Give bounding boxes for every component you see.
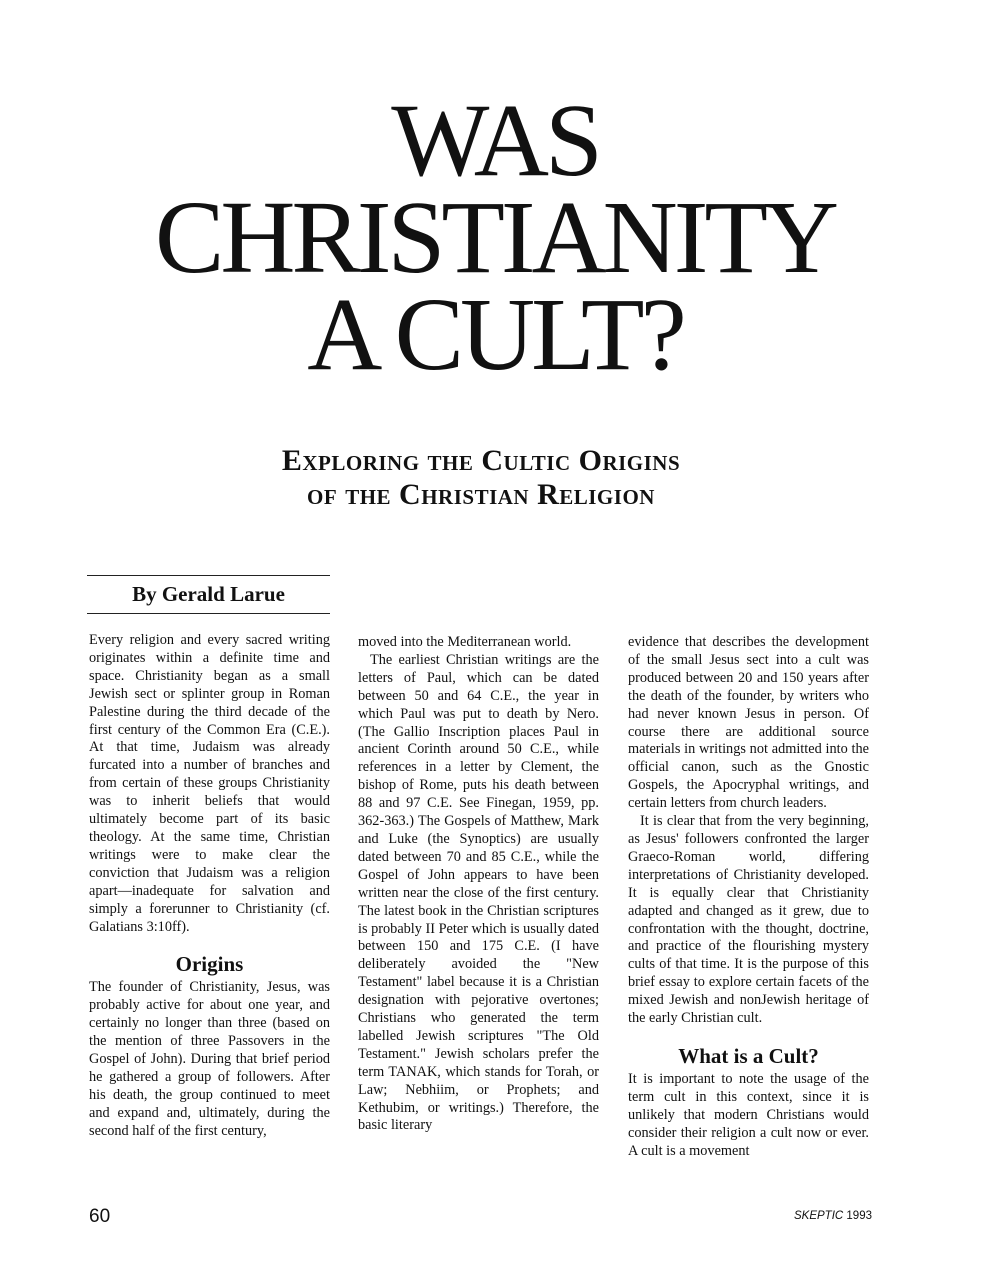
title-line-1: WAS bbox=[391, 83, 599, 198]
paragraph: It is important to note the usage of the term cult in this context, since it is unlikely that modern Christians would consider their religion a cult now or ever. A cult is a movement bbox=[628, 1070, 869, 1159]
text-column-3 bbox=[628, 634, 869, 1160]
subtitle-line-2: of the Christian Religion bbox=[307, 478, 655, 511]
issue-year: 1993 bbox=[846, 1210, 872, 1222]
paragraph: Every religion and every sacred writing originates within a definite time and space. Christianity began as a small Jewish sect or splinter group in Roman Palestine during the third decade of the first century of the Common Era (C.E.). At that time, Judaism was already furcated into a number of branches and from certain of these groups Christianity was to inherit beliefs that would ultimately become part of its basic theology. At the same time, Christian writings were to make clear the conviction that Judaism was a religion apart—inadequate for salvation and simply a forerunner to Christianity (cf. Galatians 3:10ff). bbox=[89, 632, 330, 935]
paragraph: evidence that describes the development of the small Jesus sect into a cult was produced between 20 and 150 years after the death of the founder, by writers who had never known Jesus in person. Of course there are additional source materials in writings not admitted into the official canon, such as the Gnostic Gospels, the Apocryphal writings, and certain letters from church leaders. bbox=[628, 634, 869, 812]
paragraph: The founder of Christianity, Jesus, was probably active for about one year, and certainly no longer than three (based on the mention of three Passovers in the Gospel of John). During that brief period he gathered a group of followers. After his death, the group continued to meet and expand and, ultimately, during the second half of the first century, bbox=[89, 979, 330, 1139]
page-number: 60 bbox=[89, 1206, 111, 1227]
article-title bbox=[0, 83, 990, 392]
title-line-3: A CULT? bbox=[307, 277, 683, 392]
paragraph: The earliest Christian writings are the letters of Paul, which can be dated between 50 and 64 C.E., the year in which Paul was put to death by Nero. (The Gallio Inscription places Paul in ancient Corinth around 50 C.E., while references in a letter by Clement, the bishop of Rome, puts his death between 88 and 97 C.E. See Finegan, 1959, pp. 362-363.) The Gospels of Matthew, Mark and Luke (the Synoptics) are usually dated between 70 and 85 C.E., while the Gospel of John appears to have been written near the close of the first century. The latest book in the Christian scriptures is probably II Peter which is usually dated between 150 and 175 C.E. (I have deliberately avoided the "New Testament" label because it is a Christian designation with pejorative overtones; Christians who generated the term labelled Jewish scriptures "The Old Testament." Jewish scholars prefer the term TANAK, which stands for Torah, or Law; Nebhiim, or Prophets; and Kethubim, or writings.) Therefore, the basic literary bbox=[358, 651, 600, 1134]
running-footer bbox=[794, 1210, 872, 1222]
text-column-2 bbox=[358, 634, 599, 1135]
magazine-name: SKEPTIC bbox=[793, 1210, 844, 1222]
section-heading-what-is-a-cult: What is a Cult? bbox=[678, 1043, 819, 1068]
section-heading-origins: Origins bbox=[175, 952, 244, 977]
title-line-2: CHRISTIANITY bbox=[155, 180, 835, 295]
article-subtitle bbox=[0, 444, 962, 512]
paragraph: It is clear that from the very beginning, as Jesus' followers confronted the larger Graeco-Roman world, differing interpretations of Christianity developed. It is equally clear that Christianity adapted and changed as it grew, due to confrontation with the thought, doctrine, and practice of the flourishing mystery cults of that time. It is the purpose of this brief essay to explore certain facets of the mixed Jewish and nonJewish heritage of the early Christian cult. bbox=[628, 813, 869, 1027]
paragraph: moved into the Mediterranean world. bbox=[358, 634, 572, 650]
byline: By Gerald Larue bbox=[87, 575, 330, 614]
subtitle-line-1: Exploring the Cultic Origins bbox=[281, 444, 681, 477]
text-column-1 bbox=[89, 632, 330, 1141]
